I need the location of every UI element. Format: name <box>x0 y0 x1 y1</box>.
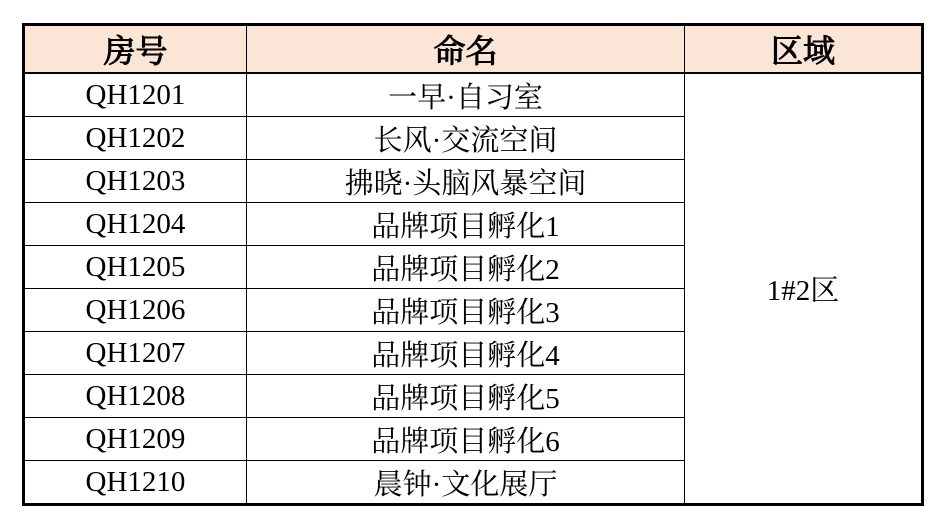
room-number-cell: QH1205 <box>24 246 247 289</box>
room-name-cell: 一早·自习室 <box>247 73 685 117</box>
room-name-cell: 品牌项目孵化2 <box>247 246 685 289</box>
room-name-cell: 品牌项目孵化1 <box>247 203 685 246</box>
room-number-cell: QH1202 <box>24 117 247 160</box>
header-area: 区域 <box>685 25 923 74</box>
room-name-cell: 品牌项目孵化5 <box>247 375 685 418</box>
room-number-cell: QH1207 <box>24 332 247 375</box>
room-number-cell: QH1210 <box>24 461 247 505</box>
room-name-cell: 拂晓·头脑风暴空间 <box>247 160 685 203</box>
room-number-cell: QH1208 <box>24 375 247 418</box>
room-name-cell: 品牌项目孵化3 <box>247 289 685 332</box>
room-number-cell: QH1201 <box>24 73 247 117</box>
room-number-cell: QH1204 <box>24 203 247 246</box>
header-room-number: 房号 <box>24 25 247 74</box>
table-body <box>24 73 923 505</box>
room-number-cell: QH1206 <box>24 289 247 332</box>
header-row <box>24 25 923 74</box>
room-name-cell: 晨钟·文化展厅 <box>247 461 685 505</box>
room-number-cell: QH1209 <box>24 418 247 461</box>
room-name-cell: 品牌项目孵化6 <box>247 418 685 461</box>
table-row <box>24 73 923 117</box>
table-header <box>24 25 923 74</box>
room-number-cell: QH1203 <box>24 160 247 203</box>
header-name: 命名 <box>247 25 685 74</box>
room-name-cell: 长风·交流空间 <box>247 117 685 160</box>
area-cell: 1#2区 <box>685 73 923 505</box>
room-name-cell: 品牌项目孵化4 <box>247 332 685 375</box>
room-naming-table <box>22 23 924 506</box>
